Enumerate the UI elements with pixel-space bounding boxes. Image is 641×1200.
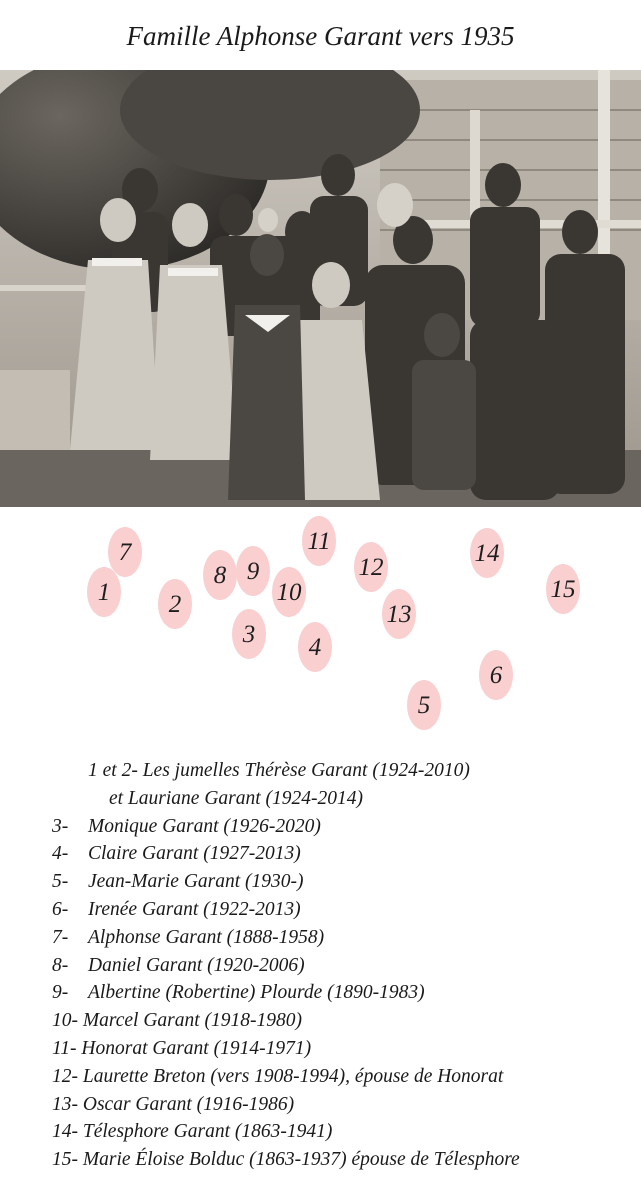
marker-5: 5 xyxy=(407,680,441,730)
marker-11: 11 xyxy=(302,516,336,566)
legend-item: 1 et 2- Les jumelles Thérèse Garant (1924-2010) xyxy=(88,760,470,781)
marker-4: 4 xyxy=(298,622,332,672)
legend-item: 15- Marie Éloise Bolduc (1863-1937) épouse de Télesphore xyxy=(52,1149,520,1171)
marker-9: 9 xyxy=(236,546,270,596)
caption-legend xyxy=(52,757,632,1174)
marker-15: 15 xyxy=(546,564,580,614)
legend-item: 7- Alphonse Garant (1888-1958) xyxy=(52,926,325,948)
marker-14: 14 xyxy=(470,528,504,578)
legend-item: 12- Laurette Breton (vers 1908-1994), épouse de Honorat xyxy=(52,1065,504,1087)
legend-item: et Lauriane Garant (1924-2014) xyxy=(109,787,364,809)
family-photo xyxy=(0,70,641,507)
marker-3: 3 xyxy=(232,609,266,659)
marker-13: 13 xyxy=(382,589,416,639)
page-title: Famille Alphonse Garant vers 1935 xyxy=(126,21,515,51)
marker-8: 8 xyxy=(203,550,237,600)
marker-10: 10 xyxy=(272,567,306,617)
legend-item: 11- Honorat Garant (1914-1971) xyxy=(52,1037,312,1059)
marker-12: 12 xyxy=(354,542,388,592)
legend-item: 14- Télesphore Garant (1863-1941) xyxy=(52,1121,333,1143)
marker-7: 7 xyxy=(108,527,142,577)
legend-item: 6- Irenée Garant (1922-2013) xyxy=(52,898,301,920)
legend-item: 8- Daniel Garant (1920-2006) xyxy=(52,954,305,976)
legend-item: 9- Albertine (Robertine) Plourde (1890-1983) xyxy=(52,982,425,1004)
legend-item: 3- Monique Garant (1926-2020) xyxy=(52,815,321,837)
family-photo-icon xyxy=(0,70,641,507)
marker-6: 6 xyxy=(479,650,513,700)
legend-item: 13- Oscar Garant (1916-1986) xyxy=(52,1093,295,1115)
legend-item: 10- Marcel Garant (1918-1980) xyxy=(52,1010,303,1032)
legend-item: 4- Claire Garant (1927-2013) xyxy=(52,843,301,865)
marker-2: 2 xyxy=(158,579,192,629)
marker-1: 1 xyxy=(87,567,121,617)
legend-item: 5- Jean-Marie Garant (1930-) xyxy=(52,871,304,893)
